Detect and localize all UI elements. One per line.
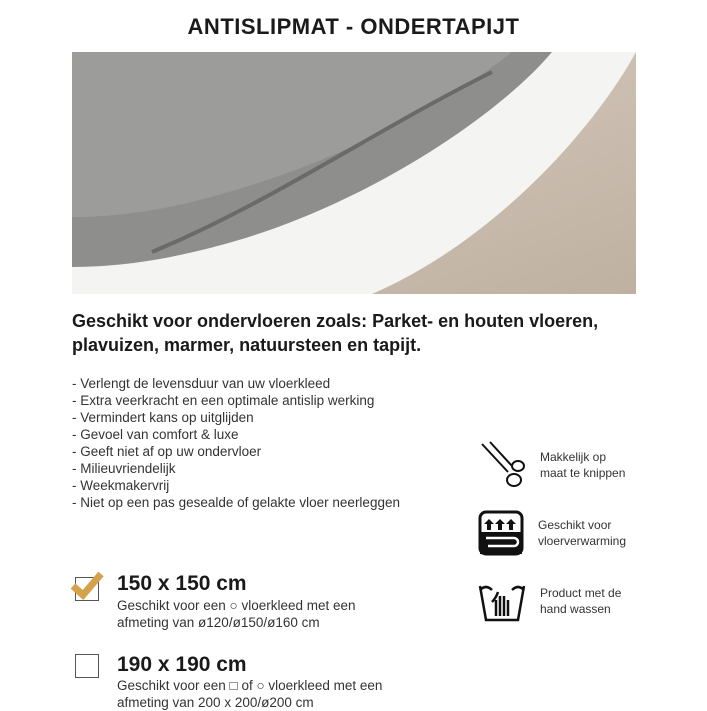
size-150-description: Geschikt voor een ○ vloerkleed met een afmeting van ø120/ø150/ø160 cm bbox=[117, 598, 356, 630]
list-item: - Vermindert kans op uitglijden bbox=[72, 410, 254, 425]
feature-floor-heating: Geschikt voor vloerverwarming bbox=[478, 510, 678, 556]
feature-hand-wash: Product met de hand wassen bbox=[478, 580, 678, 622]
scissors-icon bbox=[478, 440, 526, 490]
list-item: - Extra veerkracht en een optimale antislip werking bbox=[72, 393, 375, 408]
floor-heating-icon bbox=[478, 510, 524, 556]
list-item: - Gevoel van comfort & luxe bbox=[72, 427, 239, 442]
product-photo bbox=[72, 52, 636, 294]
benefits-list bbox=[72, 375, 400, 511]
size-150-checkbox[interactable] bbox=[75, 577, 99, 601]
size-150-label: 150 x 150 cm bbox=[117, 572, 247, 595]
size-190-description: Geschikt voor een □ of ○ vloerkleed met een afmeting van 200 x 200/ø200 cm bbox=[117, 678, 383, 710]
page-title: ANTISLIPMAT - ONDERTAPIJT bbox=[187, 14, 520, 39]
subtitle: Geschikt voor ondervloeren zoals: Parket- en houten vloeren, plavuizen, marmer, natuursteen en tapijt. bbox=[72, 311, 599, 355]
feature-cut: Makkelijk op maat te knippen bbox=[478, 440, 678, 490]
list-item: - Niet op een pas gesealde of gelakte vloer neerleggen bbox=[72, 495, 400, 510]
list-item: - Verlengt de levensduur van uw vloerkleed bbox=[72, 376, 331, 391]
size-190-checkbox[interactable] bbox=[75, 654, 99, 678]
checkmark-icon bbox=[70, 570, 104, 600]
list-item: - Geeft niet af op uw ondervloer bbox=[72, 444, 262, 459]
list-item: - Milieuvriendelijk bbox=[72, 461, 176, 476]
size-190-label: 190 x 190 cm bbox=[117, 653, 247, 676]
hand-wash-icon bbox=[478, 580, 526, 622]
list-item: - Weekmakervrij bbox=[72, 478, 170, 493]
